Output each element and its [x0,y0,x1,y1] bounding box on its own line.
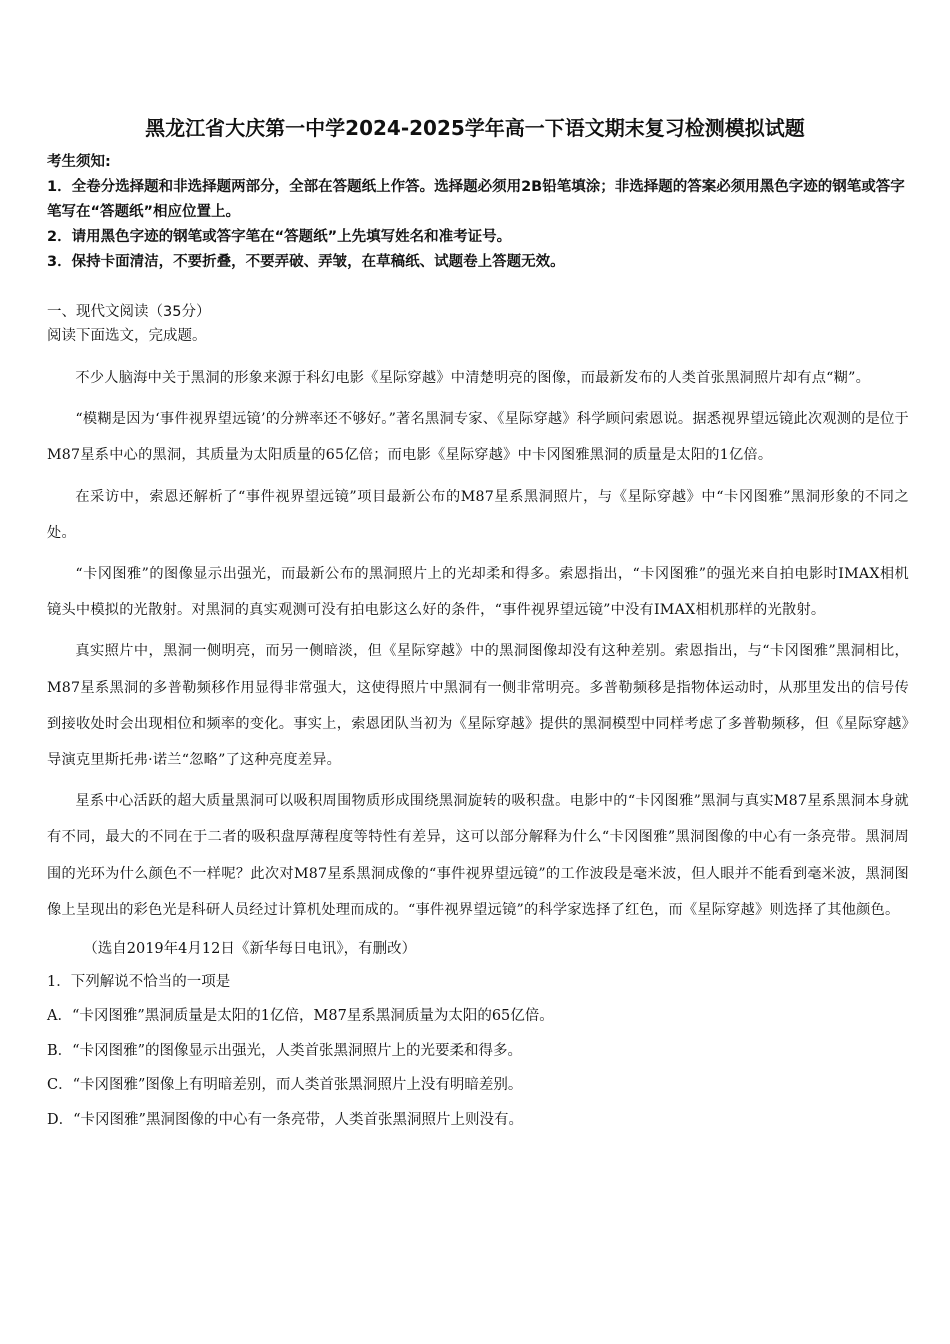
option-a: A．“卡冈图雅”黑洞质量是太阳的1亿倍，M87星系黑洞质量为太阳的65亿倍。 [47,1008,554,1025]
option-c: C．“卡冈图雅”图像上有明暗差别，而人类首张黑洞照片上没有明暗差别。 [47,1077,523,1094]
passage-paragraph: 在采访中，索恩还解析了“事件视界望远镜”项目最新公布的M87星系黑洞照片，与《星际穿越》中“卡冈图雅”黑洞形象的不同之处。 [47,488,909,541]
reading-section [47,300,909,1137]
notice-item: 3．保持卡面清洁，不要折叠，不要弄破、弄皱，在草稿纸、试题卷上答题无效。 [47,254,565,270]
notice-item: 1．全卷分选择题和非选择题两部分，全部在答题纸上作答。选择题必须用2B铅笔填涂；非选择题的答案必须用黑色字迹的钢笔或答字笔写在“答题纸”相应位置上。 [47,179,905,220]
passage-paragraph: 真实照片中，黑洞一侧明亮，而另一侧暗淡，但《星际穿越》中的黑洞图像却没有这种差别。索恩指出，与“卡冈图雅”黑洞相比，M87星系黑洞的多普勒频移作用显得非常强大，这使得照片中黑洞有一侧非常明亮。多普勒频移是指物体运动时，从那里发出的信号传到接收处时会出现相位和频率的变化。事实上，索恩团队当初为《星际穿越》提供的黑洞模型中同样考虑了多普勒频移，但《星际穿越》导演克里斯托弗·诺兰“忽略”了这种亮度差异。 [47,643,909,769]
passage-paragraph: 星系中心活跃的超大质量黑洞可以吸积周围物质形成围绕黑洞旋转的吸积盘。电影中的“卡冈图雅”黑洞与真实M87星系黑洞本身就有不同，最大的不同在于二者的吸积盘厚薄程度等特性有差异，这可以部分解释为什么“卡冈图雅”黑洞图像的中心有一条亮带。黑洞周围的光环为什么颜色不一样呢？此次对M87星系黑洞成像的“事件视界望远镜”的工作波段是毫米波，但人眼并不能看到毫米波，黑洞图像上呈现出的彩色光是科研人员经过计算机处理而成的。“事件视界望远镜”的科学家选择了红色，而《星际穿越》则选择了其他颜色。 [47,793,909,918]
reading-passage [47,360,909,928]
section-instruction: 阅读下面选文，完成题。 [47,328,207,344]
exam-title: 黑龙江省大庆第一中学2024-2025学年高一下语文期末复习检测模拟试题 [145,116,805,140]
passage-source: （选自2019年4月12日《新华每日电讯》，有删改） [83,941,417,958]
notice-heading: 考生须知: [47,154,111,170]
notice-item: 2．请用黑色字迹的钢笔或答字笔在“答题纸”上先填写姓名和准考证号。 [47,229,512,245]
passage-paragraph: “模糊是因为‘事件视界望远镜’的分辨率还不够好。”著名黑洞专家、《星际穿越》科学顾问索恩说。据悉视界望远镜此次观测的是位于M87星系中心的黑洞，其质量为太阳质量的65亿倍；而电影《星际穿越》中卡冈图雅黑洞的质量是太阳的1亿倍。 [47,411,909,464]
section-title: 一、现代文阅读（35分） [47,304,211,320]
question-stem: 1．下列解说不恰当的一项是 [47,974,231,991]
option-b: B．“卡冈图雅”的图像显示出强光，人类首张黑洞照片上的光要柔和得多。 [47,1042,522,1059]
question-1 [47,965,909,1137]
candidate-notice [47,150,907,275]
option-d: D．“卡冈图雅”黑洞图像的中心有一条亮带，人类首张黑洞照片上则没有。 [47,1111,523,1128]
passage-paragraph: 不少人脑海中关于黑洞的形象来源于科幻电影《星际穿越》中清楚明亮的图像，而最新发布的人类首张黑洞照片却有点“糊”。 [75,370,871,386]
passage-paragraph: “卡冈图雅”的图像显示出强光，而最新公布的黑洞照片上的光却柔和得多。索恩指出，“卡冈图雅”的强光来自拍电影时IMAX相机镜头中模拟的光散射。对黑洞的真实观测可没有拍电影这么好的条件，“事件视界望远镜”中没有IMAX相机那样的光散射。 [47,566,909,619]
